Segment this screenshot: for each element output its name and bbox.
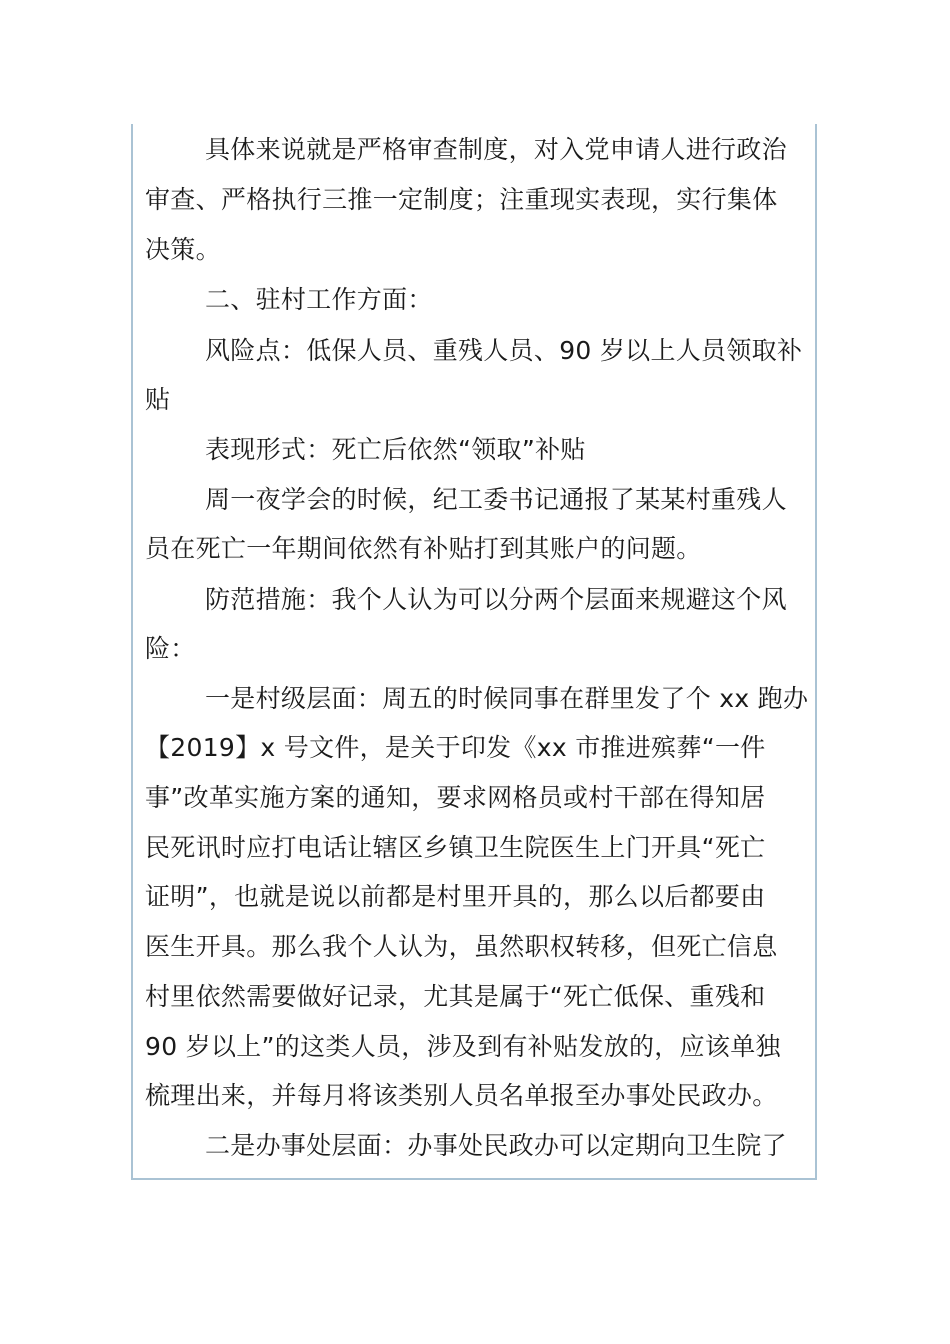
text-line: 梳理出来，并每月将该类别人员名单报至办事处民政办。 [145, 1081, 778, 1110]
section-heading: 二、驻村工作方面： [205, 285, 433, 314]
text-line: 员在死亡一年期间依然有补贴打到其账户的问题。 [145, 534, 702, 563]
text-line: 【2019】x 号文件，是关于印发《xx 市推进殡葬“一件 [145, 733, 766, 762]
text-line: 二是办事处层面：办事处民政办可以定期向卫生院了 [205, 1131, 787, 1160]
text-line: 决策。 [145, 235, 221, 264]
text-line: 具体来说就是严格审查制度，对入党申请人进行政治 [205, 135, 787, 164]
text-line: 事”改革实施方案的通知，要求网格员或村干部在得知居 [145, 783, 766, 812]
text-line: 防范措施：我个人认为可以分两个层面来规避这个风 [205, 585, 787, 614]
text-line: 贴 [145, 385, 171, 414]
text-line: 证明”，也就是说以前都是村里开具的，那么以后都要由 [145, 882, 766, 911]
text-line: 险： [145, 634, 196, 663]
text-line: 风险点：低保人员、重残人员、90 岁以上人员领取补 [205, 336, 803, 365]
text-line: 村里依然需要做好记录，尤其是属于“死亡低保、重残和 [145, 982, 766, 1011]
text-line: 表现形式：死亡后依然“领取”补贴 [205, 435, 586, 464]
text-line: 医生开具。那么我个人认为，虽然职权转移，但死亡信息 [145, 932, 778, 961]
text-line: 一是村级层面：周五的时候同事在群里发了个 xx 跑办 [205, 684, 809, 713]
page-frame [131, 124, 817, 1180]
text-line: 审查、严格执行三推一定制度；注重现实表现，实行集体 [145, 185, 778, 214]
text-line: 民死讯时应打电话让辖区乡镇卫生院医生上门开具“死亡 [145, 833, 766, 862]
text-line: 90 岁以上”的这类人员，涉及到有补贴发放的，应该单独 [145, 1032, 781, 1061]
text-line: 周一夜学会的时候，纪工委书记通报了某某村重残人 [205, 485, 787, 514]
